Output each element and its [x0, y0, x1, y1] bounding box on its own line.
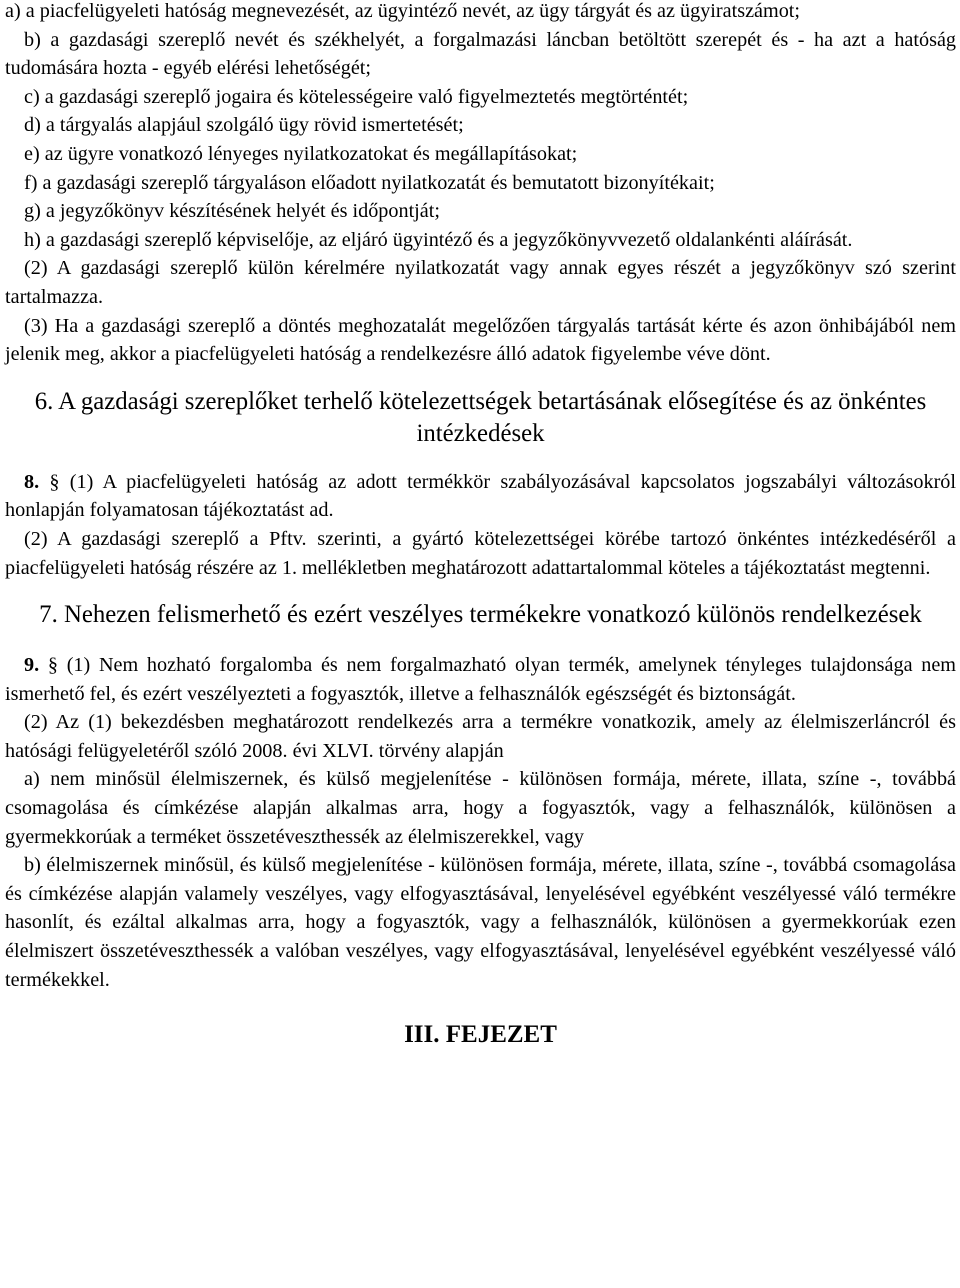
list-item-b: b) a gazdasági szereplő nevét és székhelyét, a forgalmazási láncban betöltött szerepét és - ha azt a hatóság tudomására hozta - egyéb elérési lehetőségét;	[5, 28, 956, 80]
list-item-a: a) a piacfelügyeleti hatóság megnevezését, az ügyintéző nevét, az ügy tárgyát és az ügyiratszámot;	[5, 0, 801, 22]
section-6-heading: 6. A gazdasági szereplőket terhelő kötelezettségek betartásának elősegítése és az önkéntes intézkedések	[34, 387, 927, 447]
section-8-number: 8.	[24, 470, 40, 493]
list-item-d: d) a tárgyalás alapjául szolgáló ügy rövid ismertetését;	[24, 114, 464, 137]
chapter-heading: III. FEJEZET	[404, 1021, 557, 1049]
section-9-item-b: b) élelmiszernek minősül, és külső megjelenítése - különösen formája, mérete, illata, színe -, továbbá csomagolása és címkézése alapján valamely veszélyes, vagy elfogyasztásával, lenyelésével egyébként veszélyessé váló termékre hasonlít, és ezáltal alkalmas arra, hogy a fogyasztók, vagy a felhasználók, különösen a gyermekkorúak ezen élelmiszert összetéveszthessék a valóban veszélyes, vagy elfogyasztásával, lenyelésével egyébként veszélyessé váló termékekkel.	[5, 854, 956, 991]
list-item-g: g) a jegyzőkönyv készítésének helyét és időpontját;	[24, 200, 440, 223]
section-8-symbol: §	[49, 470, 60, 493]
paragraph-2: (2) A gazdasági szereplő külön kérelmére nyilatkozatát vagy annak egyes részét a jegyzőkönyv szó szerint tartalmazza.	[5, 257, 956, 308]
paragraph-3: (3) Ha a gazdasági szereplő a döntés meghozatalát megelőzően tárgyalás tartását kérte és azon önhibájából nem jelenik meg, akkor a piacfelügyeleti hatóság a rendelkezésre álló adatok figyelembe véve dönt.	[5, 314, 956, 366]
section-8-paragraph-1	[5, 468, 956, 525]
section-9-paragraph-1	[5, 651, 956, 708]
document-page	[5, 0, 956, 1050]
section-9-item-a: a) nem minősül élelmiszernek, és külső megjelenítése - különösen formája, mérete, illata, színe -, továbbá csomagolása és címkézése alapján alkalmas arra, hogy a fogyasztók, vagy a felhasználók, különösen a gyermekkorúak a terméket összetéveszthessék az élelmiszerekkel, vagy	[5, 768, 956, 848]
list-item-h: h) a gazdasági szereplő képviselője, az eljáró ügyintéző és a jegyzőkönyvvezető oldalankénti aláírását.	[24, 228, 853, 251]
list-item-f: f) a gazdasági szereplő tárgyaláson előadott nyilatkozatát és bemutatott bizonyítékait;	[24, 171, 715, 194]
section-7-heading: 7. Nehezen felismerhető és ezért veszélyes termékekre vonatkozó különös rendelkezések	[39, 601, 922, 629]
section-9-symbol: §	[47, 654, 58, 677]
section-9-number: 9.	[24, 654, 40, 677]
section-8-paragraph-2: (2) A gazdasági szereplő a Pftv. szerinti, a gyártó kötelezettségei körébe tartozó önkéntes intézkedéséről a piacfelügyeleti hatóság részére az 1. mellékletben meghatározott adattartalommal köteles a tájékoztatást megtenni.	[5, 527, 956, 579]
list-item-c: c) a gazdasági szereplő jogaira és kötelességeire való figyelmeztetés megtörténtét;	[24, 85, 689, 108]
section-8-text-1: (1) A piacfelügyeleti hatóság az adott termékkör szabályozásával kapcsolatos jogszabályi változásokról honlapján folyamatosan tájékoztatást ad.	[5, 470, 957, 522]
section-9-text-1: (1) Nem hozható forgalomba és nem forgalmazható olyan termék, amelynek tényleges tulajdonsága nem ismerhető fel, és ezért veszélyezteti a fogyasztók, illetve a felhasználók egészségét és biztonságát.	[5, 654, 957, 705]
list-item-e: e) az ügyre vonatkozó lényeges nyilatkozatokat és megállapításokat;	[24, 142, 578, 165]
section-9-paragraph-2: (2) Az (1) bekezdésben meghatározott rendelkezés arra a termékre vonatkozik, amely az élelmiszerláncról és hatósági felügyeletéről szóló 2008. évi XLVI. törvény alapján	[5, 711, 956, 762]
